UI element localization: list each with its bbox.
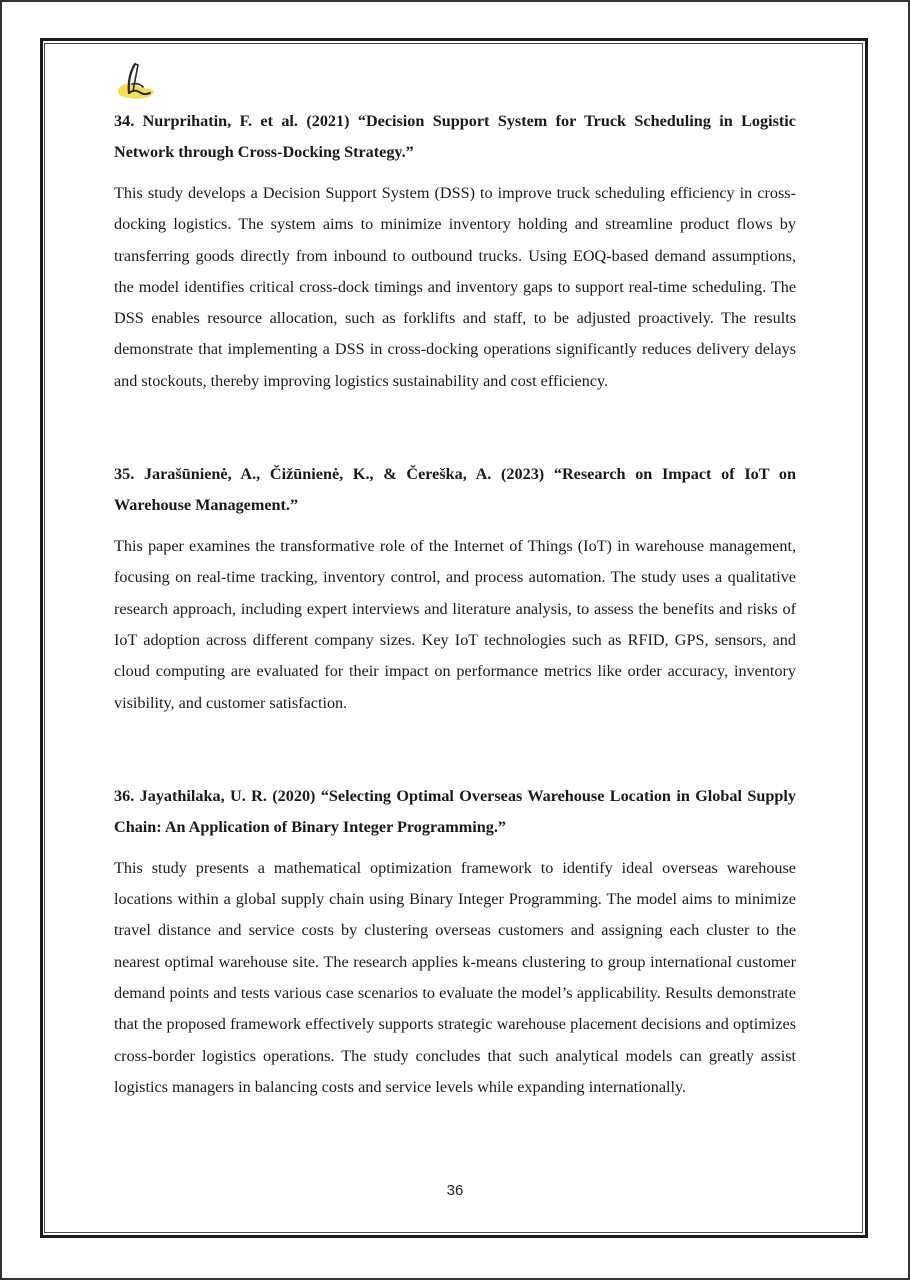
- reference-entry-35: [114, 459, 796, 719]
- reference-title: 34. Nurprihatin, F. et al. (2021) “Decision Support System for Truck Scheduling in Logistic Network through Cross-Docking Strategy.”: [114, 112, 796, 161]
- reference-entry-36: [114, 781, 796, 1103]
- reference-title: 36. Jayathilaka, U. R. (2020) “Selecting Optimal Overseas Warehouse Location in Global Supply Chain: An Application of Binary Integer Programming.”: [114, 786, 796, 836]
- document-content: [114, 106, 796, 1103]
- reference-abstract: This study presents a mathematical optimization framework to identify ideal overseas warehouse locations within a global supply chain using Binary Integer Programming. The model aims to minimize travel distance and service costs by clustering overseas customers and assigning each cluster to the nearest optimal warehouse site. The research applies k-means clustering to group international customer demand points and tests various case scenarios to evaluate the model’s applicability. Results demonstrate that the proposed framework effectively supports strategic warehouse placement decisions and optimizes cross-border logistics operations. The study concludes that such analytical models can greatly assist logistics managers in balancing costs and service levels while expanding internationally.: [114, 858, 796, 1096]
- reference-title: 35. Jarašūnienė, A., Čižūnienė, K., & Čereška, A. (2023) “Research on Impact of IoT on Warehouse Management.”: [114, 465, 796, 515]
- reference-abstract: This paper examines the transformative role of the Internet of Things (IoT) in warehouse management, focusing on real-time tracking, inventory control, and process automation. The study uses a qualitative research approach, including expert interviews and literature analysis, to assess the benefits and risks of IoT adoption across different company sizes. Key IoT technologies such as RFID, GPS, sensors, and cloud computing are evaluated for their impact on performance metrics like order accuracy, inventory visibility, and customer satisfaction.: [114, 537, 796, 712]
- page-number: 36: [446, 1182, 464, 1199]
- reference-entry-34: [114, 106, 796, 397]
- pen-writing-icon: [114, 60, 156, 102]
- reference-abstract: This study develops a Decision Support System (DSS) to improve truck scheduling efficiency in cross-docking logistics. The system aims to minimize inventory holding and streamline product flows by transferring goods directly from inbound to outbound trucks. Using EOQ-based demand assumptions, the model identifies critical cross-dock timings and inventory gaps to support real-time scheduling. The DSS enables resource allocation, such as forklifts and staff, to be adjusted proactively. The results demonstrate that implementing a DSS in cross-docking operations significantly reduces delivery delays and stockouts, thereby improving logistics sustainability and cost efficiency.: [114, 184, 796, 390]
